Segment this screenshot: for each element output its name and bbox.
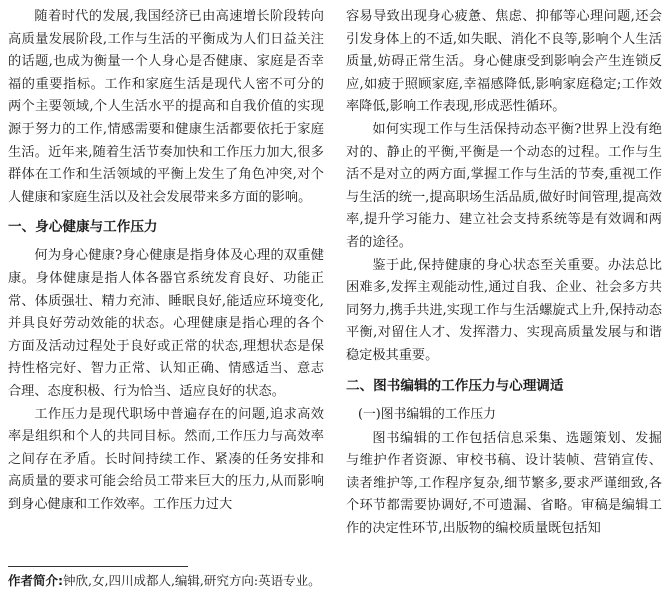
footnote-text: 钟欣,女,四川成都人,编辑,研究方向:英语专业。 bbox=[63, 573, 321, 588]
intro-paragraph: 随着时代的发展,我国经济已由高速增长阶段转向高质量发展阶段,工作与生活的平衡成为人们日益关注的话题,也成为衡量一个人身心是否健康、家庭是否幸福的重要指标。工作和家庭生活是现代人密不可分的两个主要领域,个人生活水平的提高和自我价值的实现源于努力的工作,情感需要和健康生活都要依托于家庭生活。近年来,随着生活节奏加快和工作压力加大,很多群体在工作和生活领域的平衡上发生了角色冲突,对个人健康和家庭生活以及社会发展带来多方面的影响。 bbox=[8, 9, 324, 205]
section1-heading: 一、身心健康与工作压力 bbox=[8, 219, 158, 236]
subsection1-heading: (一)图书编辑的工作压力 bbox=[358, 406, 496, 422]
footnote-label: 作者简介: bbox=[8, 573, 63, 588]
subsection1-paragraph: 图书编辑的工作包括信息采集、选题策划、发掘与维护作者资源、审校书稿、设计装帧、营销宣传、读者维护等,工作程序复杂,细节繁多,要求严谨细致,各个环节都需要协调好,不可遗漏、省略。审稿是编辑工作的决定性环节,出版物的编校质量既包括知 bbox=[346, 430, 662, 536]
section2-heading: 二、图书编辑的工作压力与心理调适 bbox=[346, 377, 564, 394]
author-footnote bbox=[8, 572, 321, 590]
continued-paragraph: 容易导致出现身心疲惫、焦虑、抑郁等心理问题,还会引发身体上的不适,如失眠、消化不良等,影响个人生活质量,妨碍正常生活。身心健康受到影响会产生连锁反应,如疲于照顾家庭,幸福感降低,影响家庭稳定;工作效率降低,影响工作表现,形成恶性循环。 bbox=[346, 9, 662, 115]
footnote-divider bbox=[8, 566, 188, 567]
left-column bbox=[8, 6, 324, 516]
balance-paragraph: 如何实现工作与生活保持动态平衡?世界上没有绝对的、静止的平衡,平衡是一个动态的过程。工作与生活不是对立的两方面,掌握工作与生活的节奏,重视工作与生活的统一,提高职场生活品质,做好时间管理,提高效率,提升学习能力、建立社会支持系统等是有效调和两者的途径。 bbox=[346, 121, 662, 250]
section1-paragraph-1: 何为身心健康?身心健康是指身体及心理的双重健康。身体健康是指人体各器官系统发育良好、功能正常、体质强壮、精力充沛、睡眠良好,能适应环境变化,并具良好劳动效能的状态。心理健康是指心理的各个方面及活动过程处于良好或正常的状态,理想状态是保持性格完好、智力正常、认知正确、情感适当、意志合理、态度积极、行为恰当、适应良好的状态。 bbox=[8, 248, 324, 399]
section1-paragraph-2: 工作压力是现代职场中普遍存在的问题,追求高效率是组织和个人的共同目标。然而,工作压力与高效率之间存在矛盾。长时间持续工作、紧凑的任务安排和高质量的要求可能会给员工带来巨大的压力,从而影响到身心健康和工作效率。工作压力过大 bbox=[8, 406, 324, 512]
conclusion-paragraph: 鉴于此,保持健康的身心状态至关重要。办法总比困难多,发挥主观能动性,通过自我、企业、社会多方共同努力,携手共进,实现工作与生活螺旋式上升,保持动态平衡,对留住人才、发挥潜力、实现高质量发展与和谐稳定极其重要。 bbox=[346, 257, 662, 363]
right-column bbox=[346, 6, 662, 540]
